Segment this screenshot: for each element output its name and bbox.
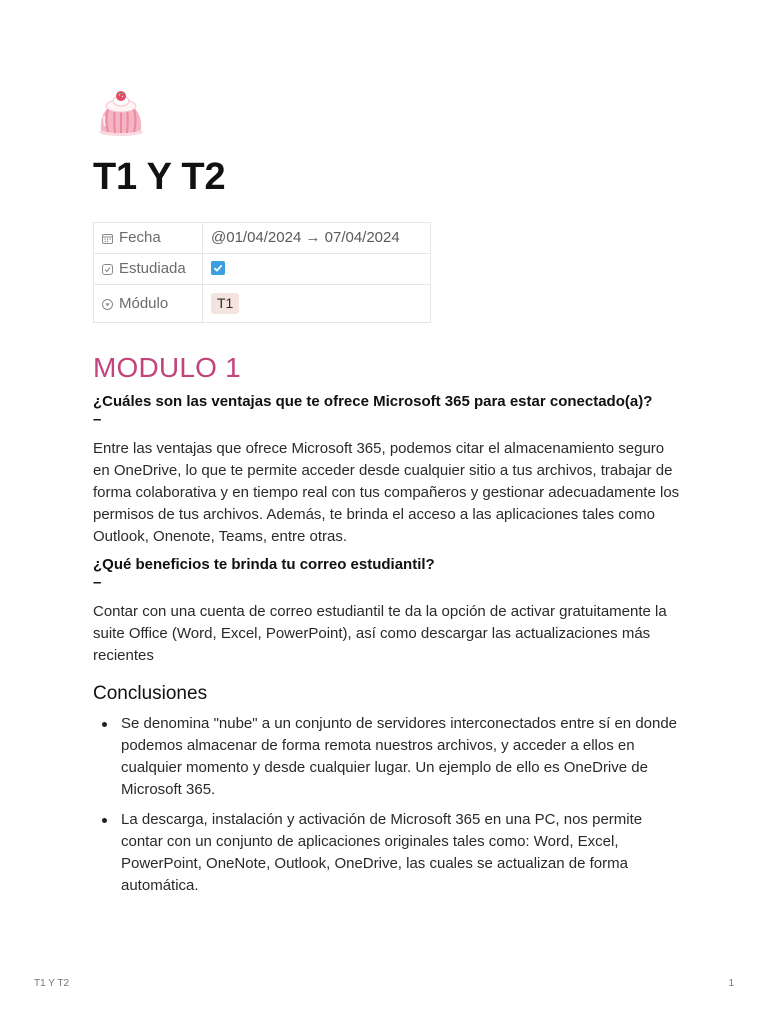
property-row-estudiada	[94, 254, 431, 285]
property-name: Fecha	[119, 229, 161, 246]
jelly-cake-icon[interactable]	[94, 86, 148, 140]
properties-table	[93, 222, 431, 323]
property-name: Estudiada	[119, 260, 186, 277]
answer-1: Entre las ventajas que ofrece Microsoft 365, podemos citar el almacenamiento seguro en OneDrive, lo que te permite acceder desde cualquier sitio a tus archivos, trabajar de forma colaborativa y en tiempo real con tus compañeros y gestionar adecuadamente los permisos de tus archivos. Además, te brinda el acceso a las aplicaciones tales como Outlook, Onenote, Teams, entre otras.	[93, 440, 680, 545]
footer-title: T1 Y T2	[34, 978, 70, 989]
conclusions-heading: Conclusiones	[93, 683, 208, 704]
question-1-dash: –	[93, 411, 102, 428]
page-body	[93, 86, 683, 905]
page-number: 1	[728, 978, 734, 989]
section-heading: MODULO 1	[93, 352, 241, 383]
answer-2: Contar con una cuenta de correo estudiantil te da la opción de activar gratuitamente la suite Office (Word, Excel, PowerPoint), así como descargar las actualizaciones más recientes	[93, 603, 667, 664]
list-item-text: Se denomina "nube" a un conjunto de servidores interconectados entre sí en donde podemos almacenar de forma remota nuestros archivos, y acceder a ellos en cualquier momento y desde cualquier lugar. Un ejemplo de ello es OneDrive de Microsoft 365.	[121, 715, 678, 798]
question-1: ¿Cuáles son las ventajas que te ofrece Microsoft 365 para estar conectado(a)?	[93, 393, 653, 410]
date-value[interactable]: @01/04/2024 → 07/04/2024	[203, 223, 431, 254]
modulo-tag[interactable]: T1	[211, 293, 239, 314]
question-2: ¿Qué beneficios te brinda tu correo estudiantil?	[93, 556, 435, 573]
calendar-icon	[102, 230, 113, 241]
bullet-icon	[102, 818, 107, 823]
property-row-fecha	[94, 223, 431, 254]
property-row-modulo	[94, 285, 431, 323]
page-title: T1 Y T2	[93, 156, 226, 198]
estudiada-checkbox[interactable]	[211, 261, 225, 275]
list-item	[93, 713, 683, 801]
checkbox-property-icon	[102, 261, 113, 272]
conclusions-list	[93, 713, 683, 897]
select-property-icon	[102, 296, 113, 307]
list-item	[93, 809, 683, 897]
question-2-dash: –	[93, 574, 102, 591]
list-item-text: La descarga, instalación y activación de Microsoft 365 en una PC, nos permite contar con un conjunto de aplicaciones originales tales como: Word, Excel, PowerPoint, OneNote, Outlook, OneDrive, las cuales se actualizan de forma automática.	[121, 811, 643, 894]
property-name: Módulo	[119, 294, 169, 312]
bullet-icon	[102, 722, 107, 727]
